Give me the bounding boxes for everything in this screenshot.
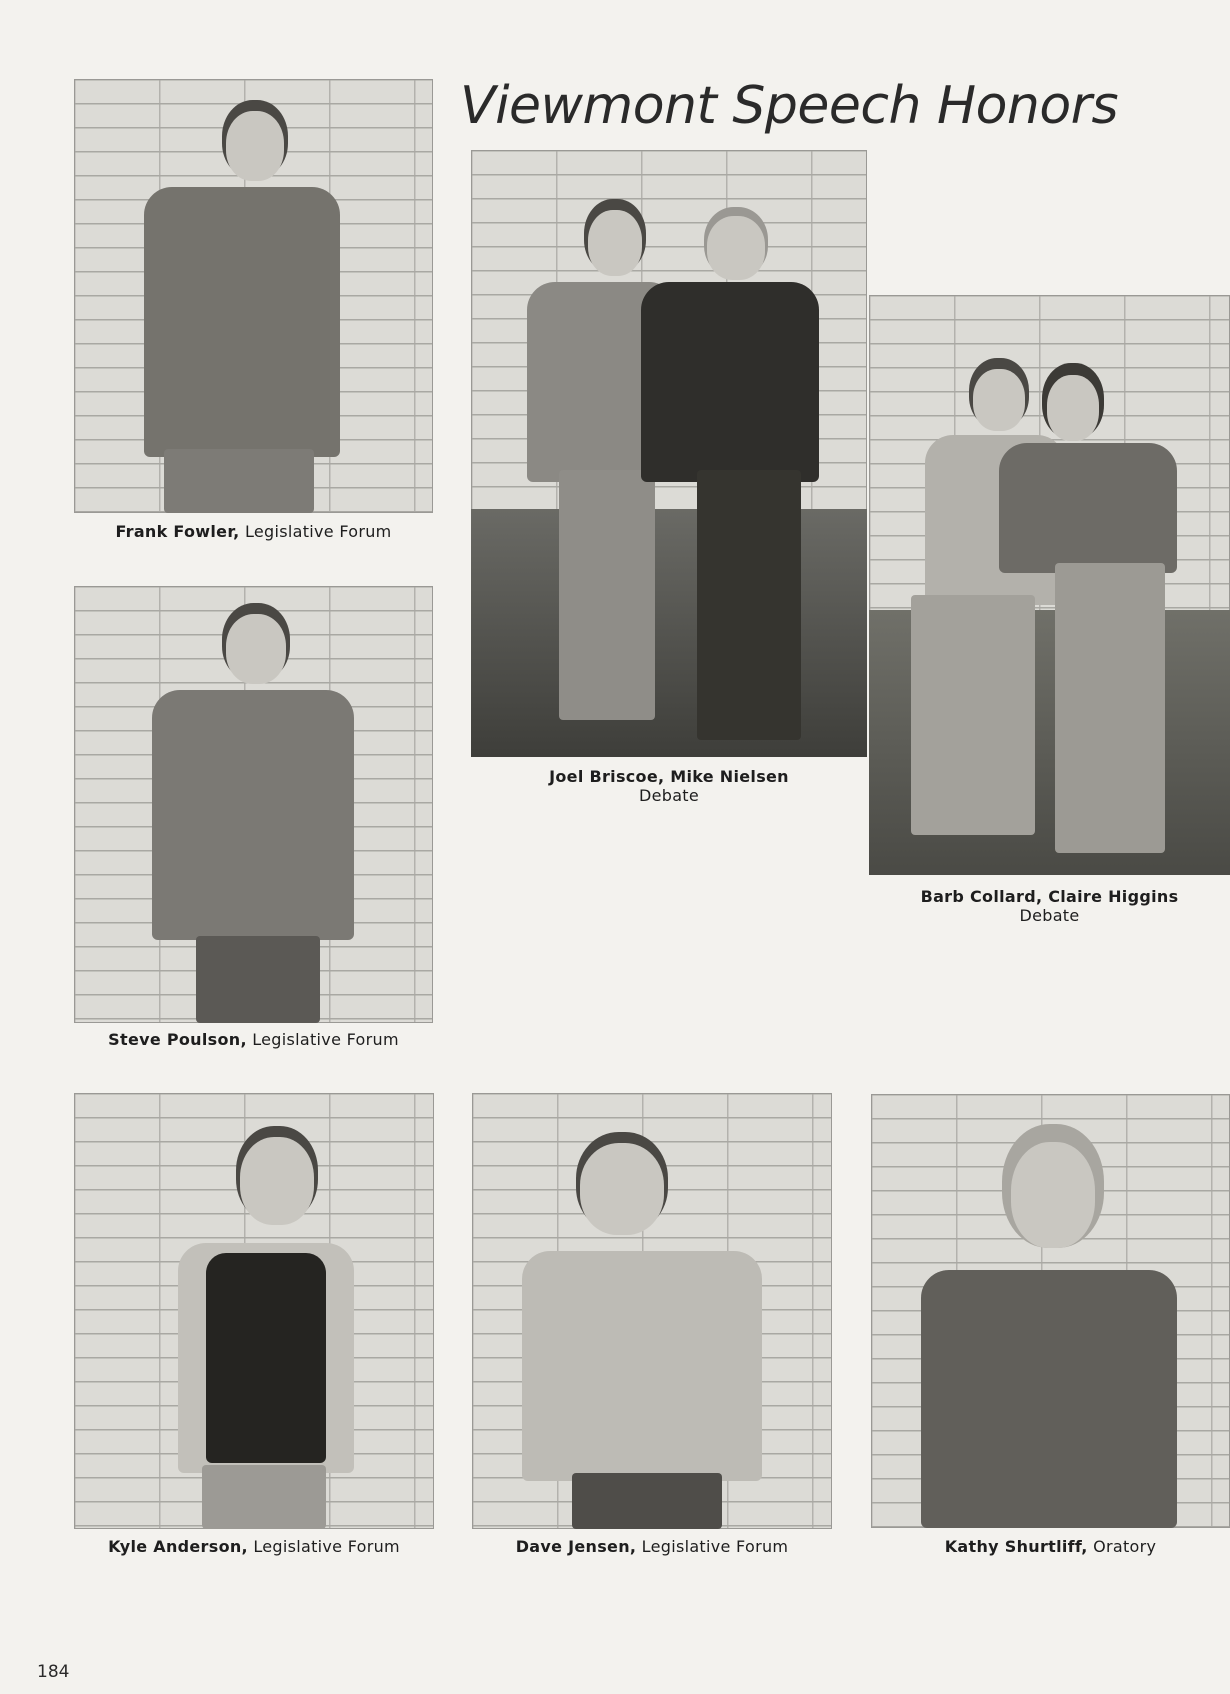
photo-briscoe-nielsen [471, 150, 867, 757]
caption-names: Frank Fowler, [115, 522, 240, 541]
person-figure [74, 1093, 434, 1529]
caption-event: Legislative Forum [244, 522, 392, 541]
page-title: Viewmont Speech Honors [460, 76, 1119, 136]
caption-names: Barb Collard, Claire Higgins [920, 887, 1179, 906]
person-figure [74, 586, 433, 1023]
caption-names: Dave Jensen, [515, 1537, 637, 1556]
caption-event: Debate [1019, 906, 1080, 925]
person-figure [471, 150, 867, 757]
caption-event: Legislative Forum [641, 1537, 789, 1556]
caption-event: Legislative Forum [253, 1537, 400, 1556]
caption-frank-fowler [74, 522, 433, 541]
page-number: 184 [37, 1662, 70, 1682]
caption-steve-poulson [74, 1030, 433, 1049]
caption-names: Steve Poulson, [108, 1030, 247, 1049]
caption-event: Debate [638, 786, 700, 805]
photo-kathy-shurtliff [871, 1094, 1230, 1528]
caption-event: Oratory [1093, 1537, 1157, 1556]
photo-dave-jensen [472, 1093, 832, 1529]
caption-kathy-shurtliff [871, 1537, 1230, 1556]
caption-briscoe-nielsen [471, 767, 867, 805]
caption-event: Legislative Forum [252, 1030, 399, 1049]
photo-frank-fowler [74, 79, 433, 513]
person-figure [472, 1093, 832, 1529]
photo-collard-higgins [869, 295, 1230, 875]
caption-kyle-anderson [74, 1537, 434, 1556]
caption-dave-jensen [472, 1537, 832, 1556]
caption-collard-higgins [869, 887, 1230, 925]
person-figure [871, 1094, 1230, 1528]
caption-names: Kathy Shurtliff, [944, 1537, 1088, 1556]
photo-steve-poulson [74, 586, 433, 1023]
person-figure [74, 79, 433, 513]
person-figure [869, 295, 1230, 875]
photo-kyle-anderson [74, 1093, 434, 1529]
caption-names: Joel Briscoe, Mike Nielsen [549, 767, 789, 786]
caption-names: Kyle Anderson, [108, 1537, 248, 1556]
